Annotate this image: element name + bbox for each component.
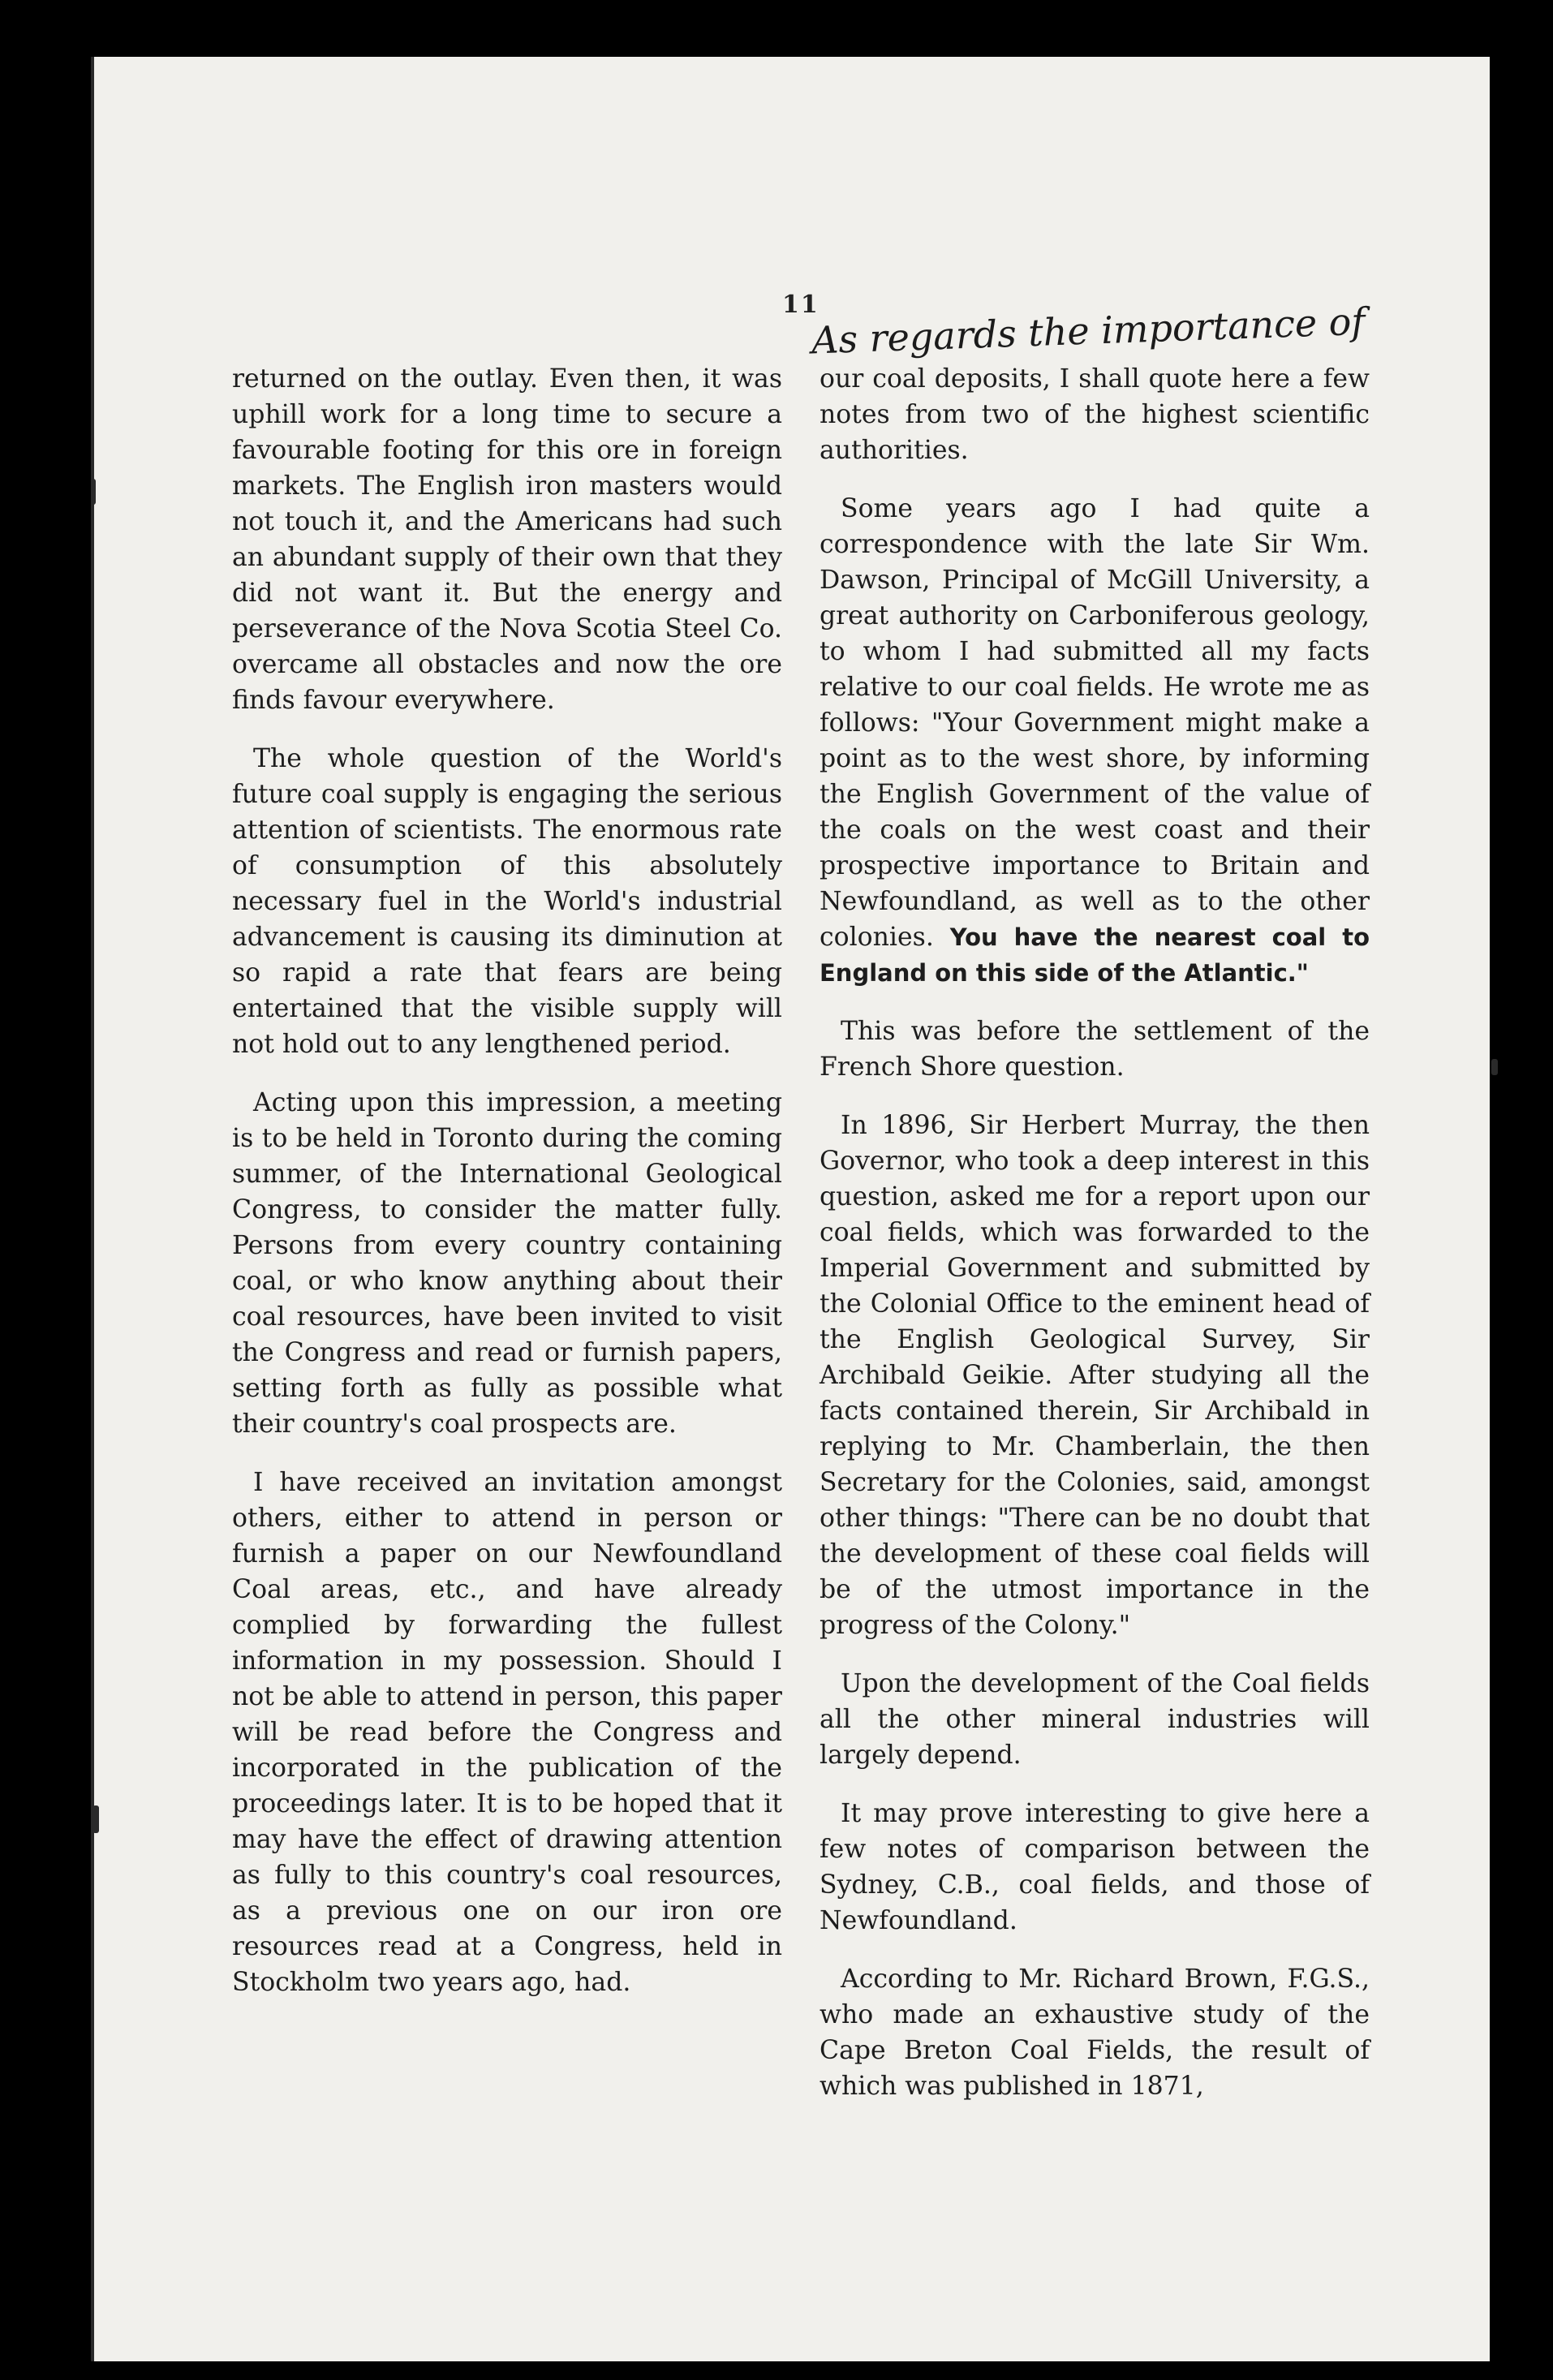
margin-mark-middle [92, 1805, 99, 1833]
right-column [820, 361, 1370, 2127]
right-paragraph-2-text: Some years ago I had quite a correspondence with the late Sir Wm. Dawson, Principal of McGill University, a great authority on Carboniferous geology, to whom I had submitted all my facts relative to our coal fields. He wrote me as follows: "Your Government might make a point as to the west shore, by informing the English Government of the value of the coals on the west coast and their prospective importance to Britain and Newfoundland, as well as to the other colonies. [820, 494, 1370, 952]
margin-mark-top [91, 479, 96, 505]
left-column [232, 361, 782, 2023]
right-paragraph-3: This was before the settlement of the French Shore question. [820, 1017, 1370, 1082]
right-paragraph-2-bold-quote: You have the nearest coal to England on this side of the Atlantic." [820, 923, 1370, 987]
right-paragraph-7: According to Mr. Richard Brown, F.G.S., who made an exhaustive study of the Cape Breton Coal Fields, the result of which was published in 1871, [820, 1965, 1370, 2101]
right-paragraph-4: In 1896, Sir Herbert Murray, the then Governor, who took a deep interest in this question, asked me for a report upon our coal fields, which was forwarded to the Imperial Government and submitted by the Colonial Office to the eminent head of the English Geological Survey, Sir Archibald Geikie. After studying all the facts contained therein, Sir Archibald in replying to Mr. Chamberlain, the then Secretary for the Colonies, said, amongst other things: "There can be no doubt that the development of these coal fields will be of the utmost importance in the progress of the Colony." [820, 1111, 1370, 1640]
right-paragraph-2 [820, 491, 1370, 991]
right-paragraph-5: Upon the development of the Coal fields all the other mineral industries will largely depend. [820, 1669, 1370, 1770]
handwritten-annotation: As regards the importance of [811, 299, 1366, 363]
right-paragraph-6: It may prove interesting to give here a few notes of comparison between the Sydney, C.B., coal fields, and those of Newfoundland. [820, 1799, 1370, 1935]
left-paragraph-4: I have received an invitation amongst others, either to attend in person or furnish a paper on our Newfoundland Coal areas, etc., and have already complied by forwarding the fullest information in my possession. Should I not be able to attend in person, this paper will be read before the Congress and incorporated in the publication of the proceedings later. It is to be hoped that it may have the effect of drawing attention as fully to this country's coal resources, as a previous one on our iron ore resources read at a Congress, held in Stockholm two years ago, had. [232, 1468, 782, 1997]
left-paragraph-2: The whole question of the World's future coal supply is engaging the serious attention of scientists. The enormous rate of consumption of this absolutely necessary fuel in the World's industrial advancement is causing its diminution at so rapid a rate that fears are being entertained that the visible supply will not hold out to any lengthened period. [232, 744, 782, 1059]
margin-mark-right [1491, 1059, 1498, 1075]
page-number: 11 [782, 291, 820, 319]
right-paragraph-1: our coal deposits, I shall quote here a few notes from two of the highest scientific authorities. [820, 364, 1370, 465]
left-paragraph-1: returned on the outlay. Even then, it was uphill work for a long time to secure a favourable footing for this ore in foreign markets. The English iron masters would not touch it, and the Americans had such an abundant supply of their own that they did not want it. But the energy and perseverance of the Nova Scotia Steel Co. overcame all obstacles and now the ore finds favour everywhere. [232, 364, 782, 715]
left-paragraph-3: Acting upon this impression, a meeting is to be held in Toronto during the coming summer, of the International Geological Congress, to consider the matter fully. Persons from every country containing coal, or who know anything about their coal resources, have been invited to visit the Congress and read or furnish papers, setting forth as fully as possible what their country's coal prospects are. [232, 1088, 782, 1439]
